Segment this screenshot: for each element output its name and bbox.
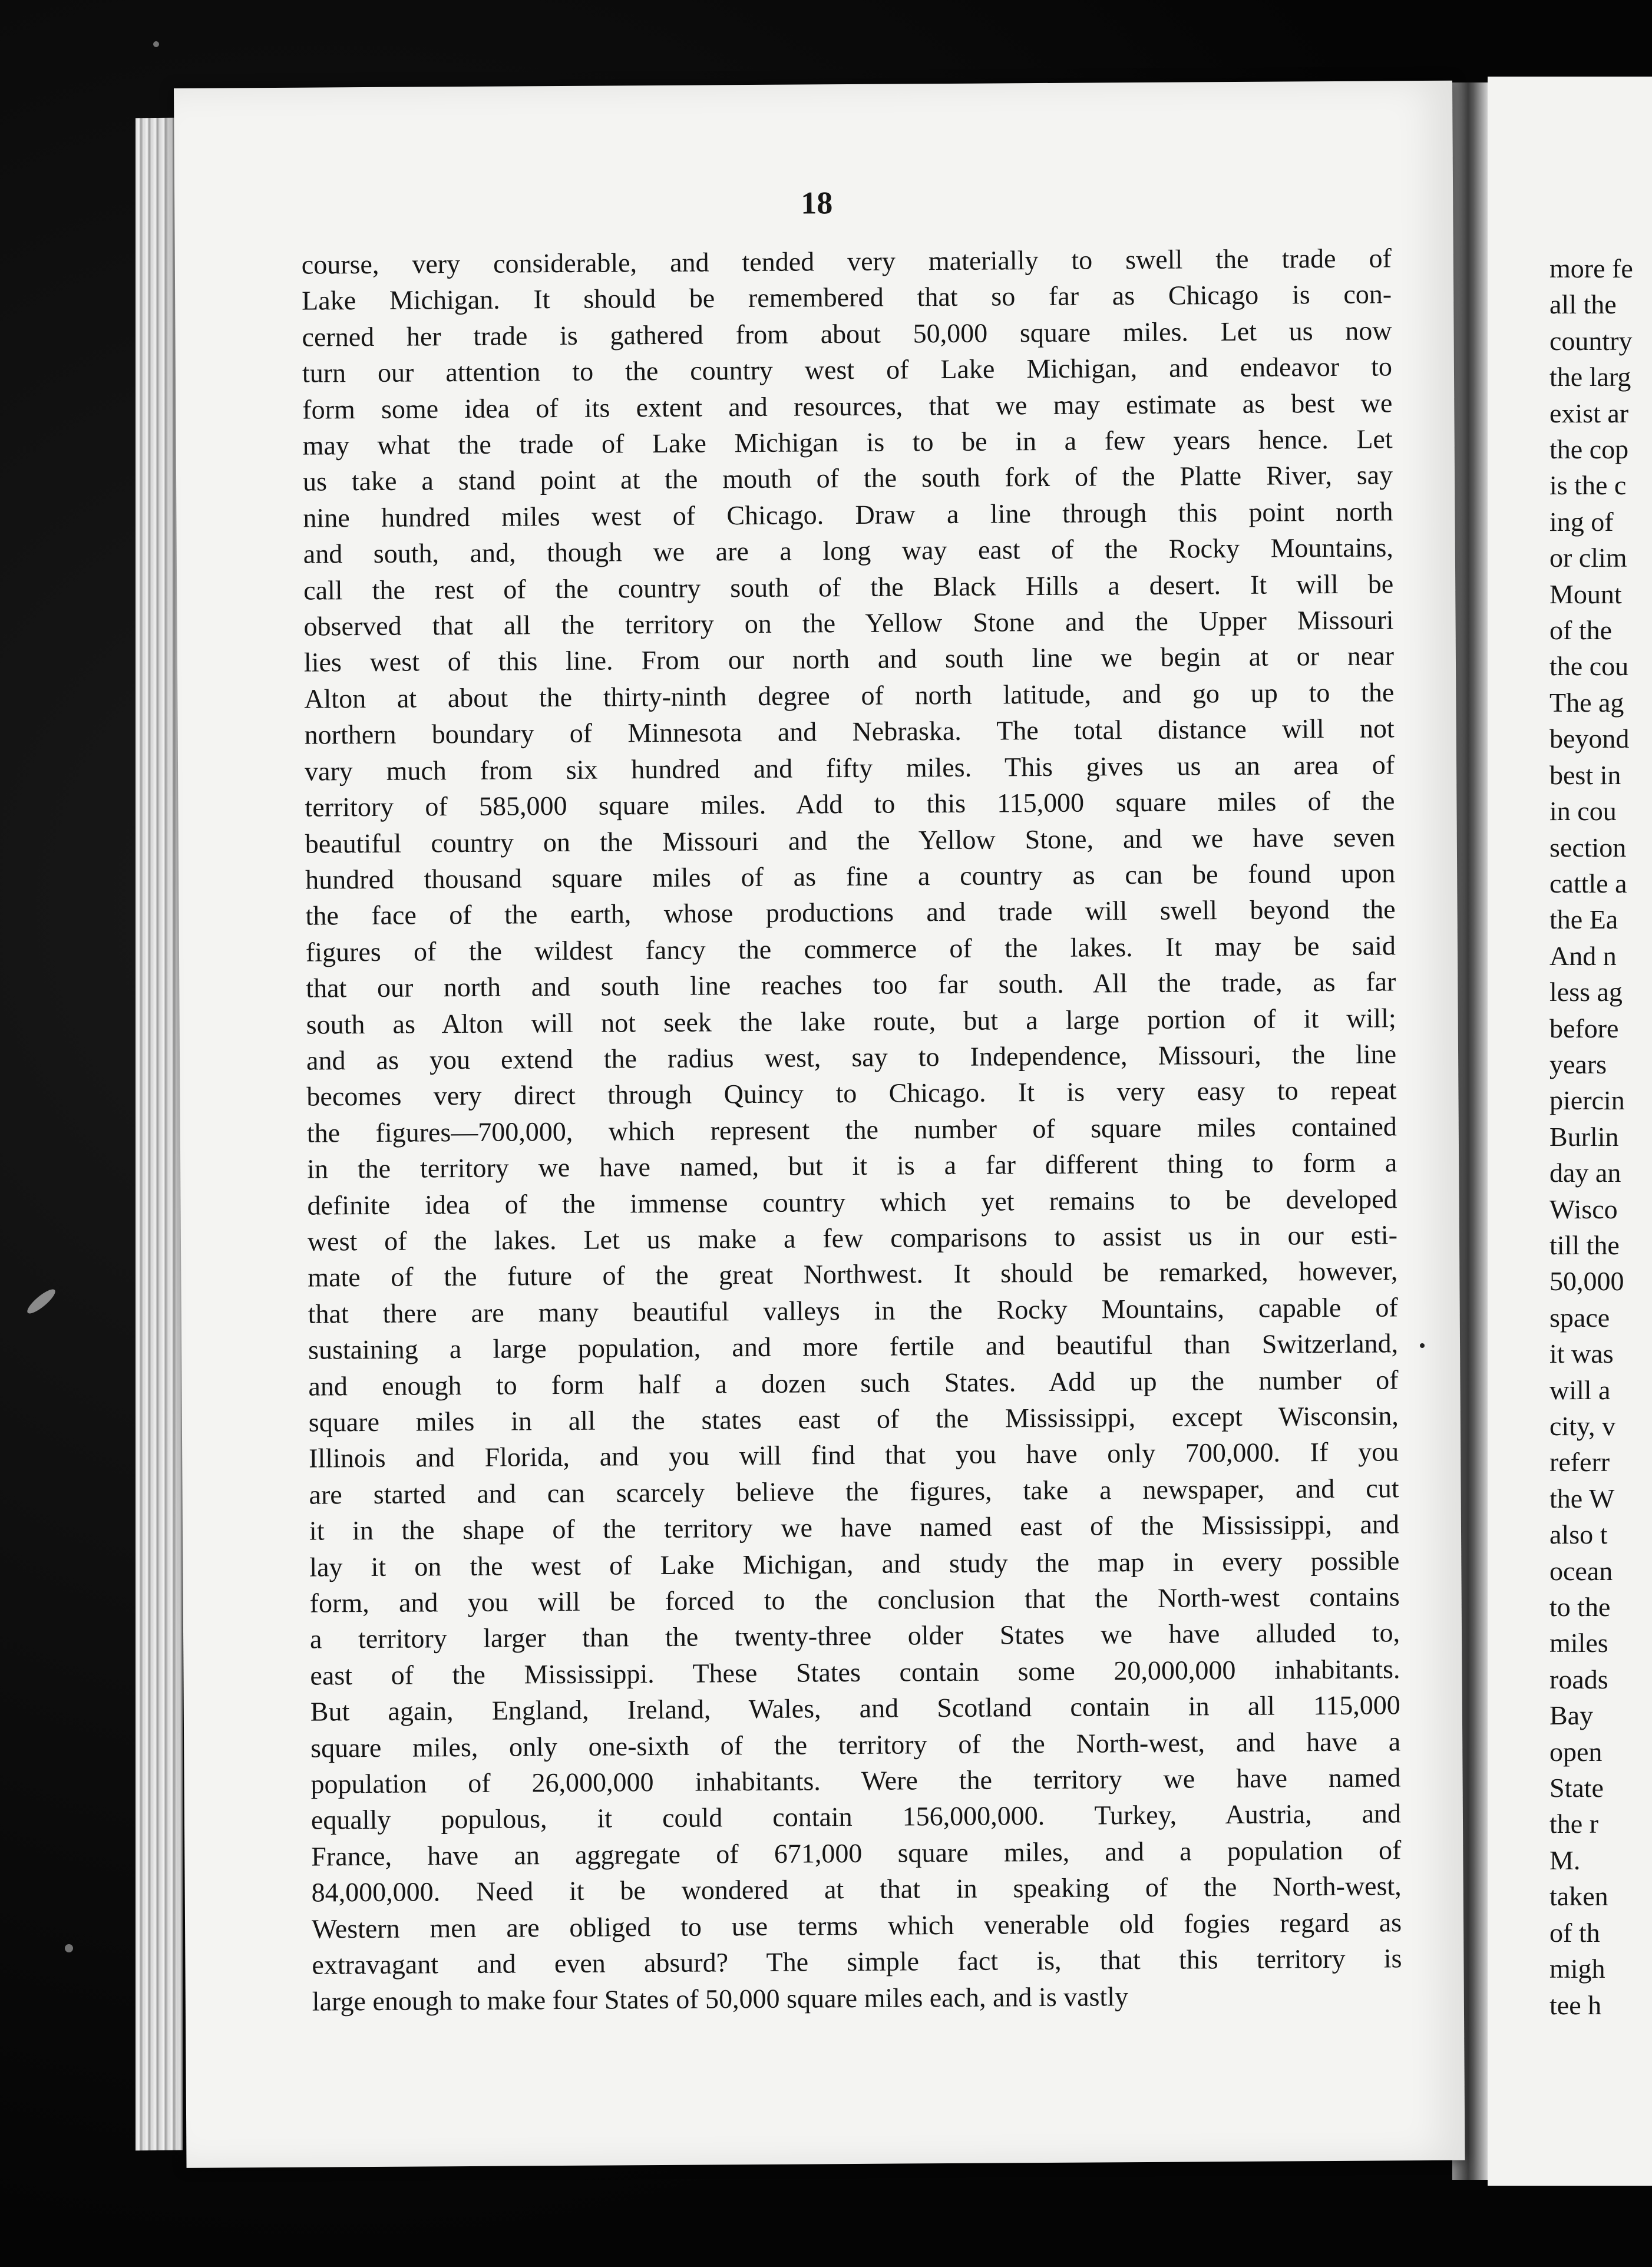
text-line: the figures—700,000, which represent the number of square miles contained xyxy=(306,1111,1397,1148)
text-line: But again, England, Ireland, Wales, and Scotland contain in all 115,000 xyxy=(310,1690,1400,1727)
text-line: equally populous, it could contain 156,000,000. Turkey, Austria, and xyxy=(310,1798,1402,1836)
facing-text-line: open xyxy=(1549,1736,1603,1767)
facing-text-line: will a xyxy=(1549,1374,1611,1405)
text-line: that our north and south line reaches too far south. All the trade, as far xyxy=(306,966,1396,1003)
facing-text-line: miles xyxy=(1549,1628,1608,1658)
facing-text-line: day an xyxy=(1549,1158,1621,1188)
text-line: observed that all the territory on the Yellow Stone and the Upper Missouri xyxy=(303,604,1394,642)
text-line: square miles in all the states east of the Mississippi, except Wisconsin, xyxy=(308,1400,1399,1437)
text-line: population of 26,000,000 inhabitants. Were the territory we have named xyxy=(310,1762,1401,1799)
margin-mark xyxy=(1420,1343,1425,1348)
text-line: east of the Mississippi. These States contain some 20,000,000 inhabitants. xyxy=(310,1654,1400,1691)
facing-text-line: cattle a xyxy=(1549,868,1627,898)
text-line: Lake Michigan. It should be remembered that so far as Chicago is con- xyxy=(302,279,1392,316)
text-line: territory of 585,000 square miles. Add to this 115,000 square miles of the xyxy=(305,785,1395,822)
facing-text-line: Bay xyxy=(1549,1700,1594,1731)
facing-text-line: the r xyxy=(1549,1809,1599,1839)
text-line: us take a stand point at the mouth of the south fork of the Platte River, say xyxy=(302,460,1393,497)
text-line: Western men are obliged to use terms which venerable old fogies regard as xyxy=(311,1907,1402,1944)
facing-text-line: also t xyxy=(1549,1519,1608,1550)
facing-text-line: roads xyxy=(1549,1664,1608,1694)
facing-text-line: is the c xyxy=(1549,470,1627,501)
facing-text-line: years xyxy=(1549,1049,1607,1079)
text-line: lies west of this line. From our north and south line we begin at or near xyxy=(303,640,1395,678)
facing-text-line: of the xyxy=(1549,615,1613,646)
facing-text-line: taken xyxy=(1549,1881,1608,1912)
facing-text-line: space xyxy=(1549,1302,1610,1333)
facing-text-line: the larg xyxy=(1549,362,1631,392)
text-line: it in the shape of the territory we have named east of the Mississippi, and xyxy=(309,1509,1400,1546)
facing-text-line: The ag xyxy=(1549,687,1624,718)
text-line: Illinois and Florida, and you will find that you have only 700,000. If you xyxy=(309,1436,1399,1474)
text-line: and enough to form half a dozen such States. Add up the number of xyxy=(308,1364,1399,1402)
facing-text-line: less ag xyxy=(1549,977,1623,1007)
facing-text-line: Mount xyxy=(1549,579,1622,609)
facing-text-line: the cou xyxy=(1549,651,1629,682)
text-line: the face of the earth, whose productions and trade will swell beyond the xyxy=(305,894,1396,931)
text-line: a territory larger than the twenty-three older States we have alluded to, xyxy=(309,1617,1400,1655)
text-line: may what the trade of Lake Michigan is to be in a few years hence. Let xyxy=(302,424,1393,461)
facing-text-line: city, v xyxy=(1549,1411,1615,1441)
facing-text-line: in cou xyxy=(1549,796,1617,827)
text-line: hundred thousand square miles of as fine a country as can be found upon xyxy=(305,858,1396,895)
text-line: in the territory we have named, but it is a far different thing to form a xyxy=(307,1147,1397,1184)
text-line: that there are many beautiful valleys in the Rocky Mountains, capable of xyxy=(308,1292,1398,1329)
facing-text-line: M. xyxy=(1549,1845,1581,1875)
facing-text-line: piercin xyxy=(1549,1085,1625,1116)
text-line: definite idea of the immense country which yet remains to be developed xyxy=(307,1183,1397,1221)
text-line: mate of the future of the great Northwest. It should be remarked, however, xyxy=(308,1255,1398,1293)
text-line: form, and you will be forced to the conclusion that the North-west contains xyxy=(309,1581,1400,1618)
facing-text-line: till the xyxy=(1549,1230,1620,1260)
facing-page-text xyxy=(1549,250,1652,2023)
body-text xyxy=(302,240,1402,2019)
text-line: south as Alton will not seek the lake route, but a large portion of it will; xyxy=(306,1002,1396,1040)
facing-text-line: referr xyxy=(1549,1447,1610,1478)
facing-text-line: State xyxy=(1549,1773,1604,1803)
text-line: lay it on the west of Lake Michigan, and study the map in every possible xyxy=(309,1545,1400,1582)
page-number: 18 xyxy=(801,185,833,221)
facing-text-line: exist ar xyxy=(1549,398,1629,428)
facing-text-line: migh xyxy=(1549,1954,1605,1984)
text-line: call the rest of the country south of the Black Hills a desert. It will be xyxy=(303,569,1394,606)
text-line: 84,000,000. Need it be wondered at that in speaking of the North-west, xyxy=(311,1871,1402,1908)
facing-text-line: ing of xyxy=(1549,506,1614,537)
facing-text-line: Burlin xyxy=(1549,1121,1619,1152)
text-line: extravagant and even absurd? The simple fact is, that this territory is xyxy=(312,1943,1402,1980)
text-line: and south, and, though we are a long way east of the Rocky Mountains, xyxy=(303,532,1393,569)
text-line: turn our attention to the country west of Lake Michigan, and endeavor to xyxy=(302,351,1393,388)
text-line: and as you extend the radius west, say to Independence, Missouri, the line xyxy=(306,1039,1397,1076)
text-line: figures of the wildest fancy the commerce of the lakes. It may be said xyxy=(305,930,1396,967)
text-line: becomes very direct through Quincy to Chicago. It is very easy to repeat xyxy=(306,1075,1397,1112)
facing-text-line: ocean xyxy=(1549,1555,1613,1586)
text-line: nine hundred miles west of Chicago. Draw a line through this point north xyxy=(303,496,1393,533)
facing-text-line: before xyxy=(1549,1013,1619,1043)
text-line: northern boundary of Minnesota and Nebraska. The total distance will not xyxy=(304,713,1395,750)
facing-text-line: the Ea xyxy=(1549,904,1618,935)
text-line: west of the lakes. Let us make a few comparisons to assist us in our esti- xyxy=(307,1220,1398,1257)
text-line: course, very considerable, and tended very materially to swell the trade of xyxy=(301,243,1392,280)
facing-text-line: country xyxy=(1549,325,1633,356)
facing-text-line: tee h xyxy=(1549,1990,1602,2020)
facing-text-line: the cop xyxy=(1549,434,1629,465)
text-line: are started and can scarcely believe the figures, take a newspaper, and cut xyxy=(309,1473,1399,1510)
facing-text-line: the W xyxy=(1549,1483,1615,1513)
text-line: beautiful country on the Missouri and the Yellow Stone, and we have seven xyxy=(305,821,1395,859)
facing-text-line: beyond xyxy=(1549,723,1630,754)
text-line: large enough to make four States of 50,000 square miles each, and is vastly xyxy=(312,1981,1129,2017)
text-line: form some idea of its extent and resources, that we may estimate as best we xyxy=(302,388,1393,425)
text-line: sustaining a large population, and more fertile and beautiful than Switzerland, xyxy=(308,1328,1399,1365)
text-line: cerned her trade is gathered from about 50,000 square miles. Let us now xyxy=(302,315,1392,352)
text-line: square miles, only one-sixth of the territory of the North-west, and have a xyxy=(310,1726,1401,1763)
facing-text-line: section xyxy=(1549,832,1627,862)
facing-page xyxy=(1488,77,1652,2186)
facing-text-line: all the xyxy=(1549,289,1617,320)
facing-text-line: it was xyxy=(1549,1339,1614,1369)
facing-text-line: of th xyxy=(1549,1917,1600,1948)
facing-text-line: Wisco xyxy=(1549,1194,1618,1224)
text-line: Alton at about the thirty-ninth degree of north latitude, and go up to the xyxy=(304,677,1395,714)
left-page xyxy=(174,81,1465,2168)
dust-speck xyxy=(153,41,159,47)
facing-text-line: And n xyxy=(1549,940,1617,971)
facing-text-line: to the xyxy=(1549,1592,1611,1622)
facing-text-line: or clim xyxy=(1549,543,1627,573)
facing-text-line: best in xyxy=(1549,759,1621,790)
facing-text-line: more fe xyxy=(1549,253,1633,283)
text-line: vary much from six hundred and fifty miles. This gives us an area of xyxy=(304,749,1395,786)
dust-speck xyxy=(65,1944,73,1952)
facing-text-line: 50,000 xyxy=(1549,1266,1624,1297)
text-line: France, have an aggregate of 671,000 square miles, and a population of xyxy=(311,1835,1402,1872)
